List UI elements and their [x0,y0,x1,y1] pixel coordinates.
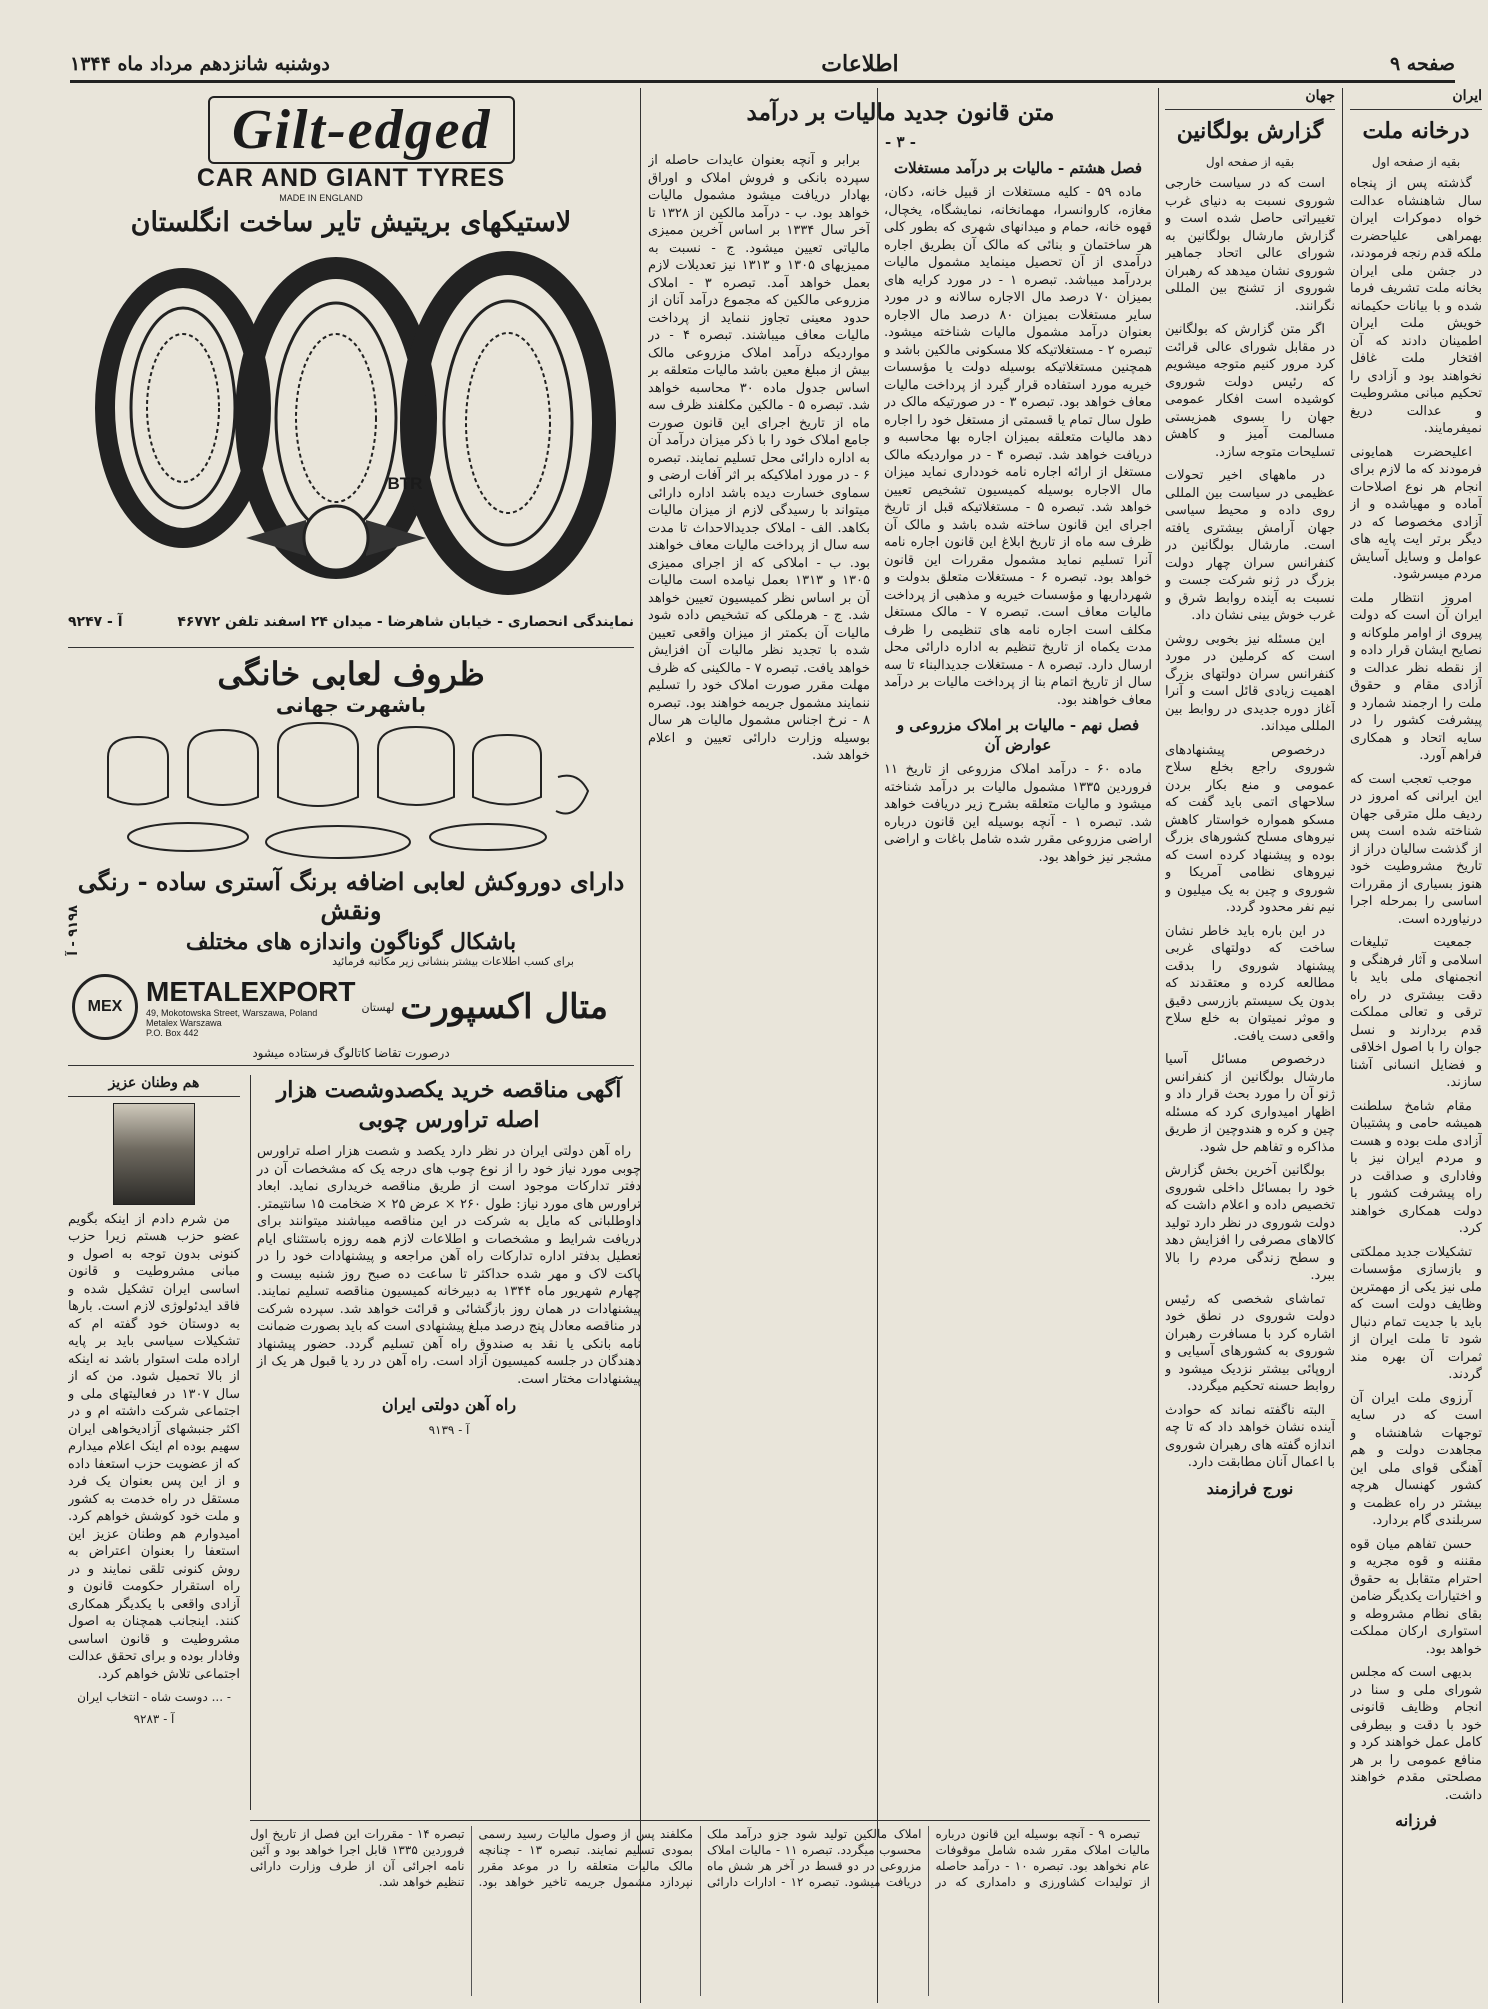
made-in-england: MADE IN ENGLAND [279,193,363,203]
law-left-column [648,152,870,1812]
article-paragraph: امروز انتظار ملت ایران آن است که دولت پیروی از اوامر ملوکانه و نصایح ایشان قرار داده و از نقطه نظر عدالت و آزادی مقام و حقوق ملت را ارجمند شمارد و پیشرفت کشور را در سایه اتحاد و همکاری فراهم آورد. [1350,590,1482,763]
btr-logo-text: BTR [387,474,423,493]
law-text: تبصره ۹ - آنچه بوسیله این قانون درباره مالیات املاک مقرر شده شامل موقوفات عام نخواهد بود. تبصره ۱۰ - درآمد حاصله از تولیدات کشاورزی و دامداری که در املاک مالکین تولید شود جزو درآمد ملک محسوب میگردد. تبصره ۱۱ - مالیات املاک مزروعی در دو قسط در آخر هر شش ماه دریافت میشود. تبصره ۱۲ - ادارات دارائی مکلفند پس از وصول مالیات رسید رسمی بمودی تسلیم نمایند. تبصره ۱۳ - چنانچه مالک مالیات متعلقه را در موعد مقرر نپردازد مشمول جریمه تاخیر خواهد بود. تبصره ۱۴ - مقررات این فصل از تاریخ اول فروردین ۱۳۳۵ قابل اجرا خواهد بود و آئین نامه اجرائی آن از طرف وزارت دارائی تنظیم خواهد شد. [250,1827,1150,1889]
law-chapter-8: فصل هشتم - مالیات بر درآمد مستغلات [894,159,1142,177]
china-note: برای کسب اطلاعات بیشتر بنشانی زیر مکاتبه فرمائید [332,955,574,968]
law-right-column [884,152,1152,1812]
article-paragraph: حسن تفاهم میان قوه مقننه و قوه مجریه و احترام متقابل به حقوق و اختیارات یکدیگر ضامن بقای نظام مشروطه و استواری ارکان مملکت خواهد بود. [1350,1536,1482,1657]
article-paragraph: مقام شامخ سلطنت همیشه حامی و پشتیبان آزادی ملت بوده و هست و مردم ایران نیز با وفاداری و صداقت در راه پیشرفت کشور با دولت همکاری خواهند کرد. [1350,1098,1482,1236]
article-paragraph: بولگانین آخرین بخش گزارش خود را بمسائل داخلی شوروی تخصیص داده و اعلام داشت که دولت شوروی در نظر دارد تولید کالاهای مصرفی را افزایش دهد و سطح زندگی مردم را بالا ببرد. [1165,1163,1335,1283]
china-title: ظروف لعابی خانگی [217,655,485,693]
metalexport-en: METALEXPORT [146,976,356,1007]
article-paragraph: البته ناگفته نماند که حوادث آینده نشان خواهد داد که تا چه اندازه گفته های رهبران شوروی با اعمال آنان مطابقت دارد. [1165,1402,1335,1470]
section-label-world: جهان [1165,88,1335,110]
article-paragraph: جمعیت تبلیغات اسلامی و آثار فرهنگی و انجمنهای ملی باید با دقت بیشتری در راه ترقی و تعالی مملکت قدم بردارند و نسل جوان را با اصول اخلاقی و فضایل انسانی آشنا سازند. [1350,935,1482,1090]
article-paragraph: در ماههای اخیر تحولات عظیمی در سیاست بین المللی روی داده و محیط سیاسی جهان آرامش بیشتری یافته است. مارشال بولگانین در کنفرانس سران چهار دولت بزرگ در ژنو شرکت جست و نسبت به آینده روابط شرق و غرب خوش بینی نشان داد. [1165,468,1335,623]
article-paragraph: تماشای شخصی که رئیس دولت شوروی در نطق خود اشاره کرد با مسافرت رهبران شوروی به کشورهای آسیایی و اروپائی بیشتر نزدیک میشود و روابط حسنه تحکیم میگردد. [1165,1291,1335,1394]
article-author: فرزانه [1395,1811,1437,1830]
article-paragraph: تشکیلات جدید مملکتی و بازسازی مؤسسات ملی نیز یکی از مهمترین وظایف دولت است که باید با جدیت تمام دنبال شود تا ملت ایران از ثمرات آن بهره مند گردند. [1350,1244,1482,1382]
article-paragraph: در این باره باید خاطر نشان ساخت که دولتهای غربی پیشنهاد شوروی را بدقت مطالعه کرده و معتقدند که بدون یک سیستم بازرسی دقیق و موثر نمیتوان به خلع سلاح واقعی دست یافت. [1165,923,1335,1044]
headline-world: گزارش بولگانین [1176,117,1324,144]
metalexport-details [146,976,355,1038]
article-paragraph: گذشته پس از پنجاه سال شاهنشاه عدالت خواه دموکرات ایران بهمراهی علیاحضرت ملکه قدم رنجه فرمودند، در جشن ملی ایران بخانه ملت تشریف فرما شده و با بیانات حکیمانه خویش ملت ایران اطمینان دادند که آن افتخار ملت غافل نخواهند بود و آزادی را تحکیم مبانی مشروطیت و عدالت دریغ نمیفرمایند. [1350,176,1482,436]
compatriots-notice [68,1075,240,1990]
tender-body: راه آهن دولتی ایران در نظر دارد یکصد و شصت هزار اصله تراورس چوبی مورد نیاز خود را از نوع چوب های درجه یک که مشخصات آن در دفتر تدارکات موجود است از طریق مناقصه خریداری نماید. ابعاد تراورس های مورد نیاز: طول ۲۶۰ × عرض ۲۵ × ضخامت ۱۵ سانتیمتر. داوطلبانی که مایل به شرکت در این مناقصه میباشند میتوانند برای دریافت شرایط و مشخصات و اطلاعات لازم همه روزه باستثنای ایام تعطیل بدفتر اداره تدارکات راه آهن مراجعه و پیشنهادات خود را در پاکت لاک و مهر شده حداکثر تا ساعت ده صبح روز شنبه بیست و چهارم شهریور ماه ۱۳۴۴ به دبیرخانه کمیسیون مناقصه تسلیم نمایند. پیشنهادات در همان روز بازگشائی و قرائت خواهد شد. سپرده شرکت در مناقصه معادل پنج درصد مبلغ پیشنهادی است که باید بصورت ضمانت نامه بانکی یا نقد به صندوق راه آهن تسلیم گردد. حضور پیشنهاد دهندگان در جلسه کمیسیون آزاد است. راه آهن در رد یا قبول هر یک از پیشنهادات مختار است. [257,1144,641,1387]
continued-note: بقیه از صفحه اول [1371,154,1461,169]
tyre-advertisement [68,92,634,648]
tyre-brand: Gilt-edged [208,96,515,164]
continued-note: بقیه از صفحه اول [1205,154,1295,169]
column-rule [1158,88,1159,2003]
article-paragraph: موجب تعجب است که این ایرانی که امروز در ردیف ملل مترقی جهان شناخته شده است پس از گذشت سالیان دراز از تاریخ مشروطیت خود هنوز بسیاری از مقررات اساسی را بمرحله اجرا درنیاورده است. [1350,771,1482,927]
law-part: - ۳ - [885,133,916,151]
page-number: صفحه ۹ [1389,53,1455,75]
metalexport-pobox: P.O. Box 442 [146,1028,199,1038]
compatriots-title: هم وطنان عزیز [68,1075,240,1097]
law-text: ماده ۶۰ - درآمد املاک مزروعی از تاریخ ۱۱ فروردین ۱۳۳۵ مشمول مالیات بر درآمد شناخته میشود و مالیات متعلقه بشرح زیر دریافت خواهد شد. تبصره ۱ - آنچه بوسیله این قانون درباره اراضی مزروعی مقرر شده شامل باغات و اراضی مشجر نیز خواهد بود. [884,762,1152,865]
article-paragraph: بدیهی است که مجلس شورای ملی و سنا در انجام وظایف قانونی خود با دقت و بیطرفی کامل عمل خواهند کرد و منافع عمومی را بر هر مصلحتی مقدم خواهند داشت. [1350,1665,1482,1803]
compatriots-author: - ... دوست شاه - انتخاب ایران [77,1690,231,1704]
article-paragraph: درخصوص مسائل آسیا مارشال بولگانین از کنفرانس ژنو آن را مورد بحث قرار داد و اظهار امیدواری کرد که مسئله چین و کره و هندوچین از طریق مذاکره و تفاهم حل شود. [1165,1052,1335,1155]
compatriots-body: من شرم دادم از اینکه بگویم عضو حزب هستم زیرا حزب کنونی بدون توجه به اصول و مبانی مشروطیت و قانون اساسی ایران تشکیل شده و فاقد ایدئولوژی لازم است. بارها به دوستان خود گفته ام که تشکیلات سیاسی باید بر پایه اراده ملت استوار باشد نه اینکه از بالا تحمیل شود. من که از سال ۱۳۰۷ در فعالیتهای ملی و اجتماعی شرکت داشته ام و در اکثر جنبشهای آزادیخواهی ایران سهیم بوده ام اینک اعلام میدارم که از عضویت حزب استعفا داده و از این پس بعنوان یک فرد مستقل در راه خدمت به کشور و ملت خود کوشش خواهم کرد. امیدوارم هم وطنان عزیز این استعفا را بعنوان اعتراض به روش کنونی تلقی نمایند و در راه استقرار حکومت قانون و آزادی واقعی با یکدیگر همکاری کنند. اینجانب همچنان به اصول مشروطیت و قانون اساسی وفادار بوده و برای تحقق عدالت اجتماعی تلاش خواهم کرد. [68,1211,240,1682]
metalexport-fa: متال اکسپورت [400,987,608,1027]
mex-logo-text: MEX [87,998,123,1015]
china-line2: باشکال گوناگون واندازه های مختلف [185,929,517,955]
article-paragraph: این مسئله نیز بخوبی روشن است که کرملین در مورد کنفرانس سران دولتهای بزرگ اهمیت زیادی قائل است و آنرا آغاز دوره جدیدی در روابط بین المللی میداند. [1165,631,1335,734]
tyre-tagline: CAR AND GIANT TYRES [196,164,506,192]
paper-name: اطلاعات [821,51,899,77]
china-subtitle: باشهرت جهانی [275,693,427,717]
tyre-agent [68,614,634,630]
section-label-iran: ایران [1350,88,1482,110]
ad-code: آ - ۹۲۸۳ [133,1711,175,1726]
tyre-agent-address: نمایندگی انحصاری - خیابان شاهرضا - میدان ۲۴ اسفند تلفن ۴۶۷۷۲ [177,614,634,630]
ad-code: ۹۱۹۸ - آ [66,905,81,956]
issue-date: دوشنبه شانزدهم مرداد ماه ۱۳۴۴ [70,53,330,75]
portrait-photo [113,1103,195,1205]
ad-code: آ - ۹۲۴۷ [68,614,123,630]
tender-title: آگهی مناقصه خرید یکصدوشصت هزار اصله تراورس چوبی [276,1077,622,1133]
headline-iran: درخانه ملت [1362,117,1470,144]
article-paragraph: آرزوی ملت ایران آن است که در سایه توجهات شاهنشاه و مجاهدت دولت و هم آهنگی قوای ملی این کشور کهنسال هرچه بیشتر در راه عظمت و سربلندی گام بردارد. [1350,1390,1482,1528]
law-bottom [250,1826,1150,1996]
metalexport-telegram: Metalex Warszawa [146,1018,222,1028]
tyre-icon [412,263,604,583]
col-world-content [1165,88,1335,2003]
tyres-illustration [68,238,634,618]
law-chapter-9: فصل نهم - مالیات بر املاک مزروعی و عوارض آن [896,716,1140,754]
pot-icon [108,723,588,858]
article-paragraph: اگر متن گزارش که بولگانین در مقابل شورای عالی قرائت کرد مرور کنیم متوجه میشویم که رئیس دولت شوروی کوشیده است افکار عمومی جهان را بسوی همزیستی مسالمت آمیز و کاهش تسلیحات متوجه سازد. [1165,322,1335,460]
article-author: نورج فرازمند [1206,1478,1294,1498]
metalexport-block [68,974,634,1040]
mex-logo [72,974,138,1040]
ad-code: آ - ۹۱۳۹ [428,1422,470,1437]
headline-law: متن قانون جدید مالیات بر درآمد [746,99,1055,126]
law-text: ماده ۵۹ - کلیه مستغلات از قبیل خانه، دکان، مغازه، کاروانسرا، مهمانخانه، نمایشگاه، یخچال، قهوه خانه، حمام و میدانهای شهری که بطور کلی هر ساختمان و بنائی که مالک آن بطریق اجاره درآمدی از آن تحصیل مینماید مشمول مالیات بردرآمد میباشد. تبصره ۱ - در مورد کرایه های بمیزان ۷۰ درصد مال الاجاره سالانه و در مورد سایر مستغلات بمیزان ۸۰ درصد مال الاجاره بعنوان درآمد مشمول مالیات شناخته میشود. تبصره ۲ - مستغلاتیکه کلا مسکونی مالکین باشد و همچنین مستغلاتیکه بوسیله دولت یا مؤسسات خیریه مورد استفاده قرار گیرد از پرداخت مالیات معاف خواهد بود. تبصره ۳ - در صورتیکه مالک در طول سال تمام یا قسمتی از مستغل خود را اجاره دهد مالیات متعلقه بمیزان اجاره بها محاسبه و دریافت خواهد شد. تبصره ۴ - در مواردیکه مالک مستغل از ارائه اجاره نامه خودداری نماید میزان مال الاجاره بوسیله کمیسیون تشخیص تعیین خواهد شد. تبصره ۵ - مستغلاتیکه قبل از تاریخ اجرای این قانون ساخته شده باشد و مالک آن ظرف سه ماه از تاریخ ابلاغ این قانون اجاره نامه آنرا تسلیم نماید مشمول مقررات این قانون خواهد بود. تبصره ۶ - مستغلات متعلق بدولت و شهرداریها و مؤسسات خیریه و مذهبی از پرداخت مالیات معاف است. تبصره ۷ - مالک مستغل مکلف است اجاره نامه های تنظیمی را ظرف مدت یکماه از تاریخ تنظیم به اداره دارائی محل ارسال دارد. تبصره ۸ - مستغلات جدیدالبناء تا سه سال از تاریخ اتمام بنا از پرداخت مالیات بر درآمد معاف خواهند بود. [884,185,1152,708]
tender-signature: راه آهن دولتی ایران [381,1395,517,1414]
section-rule [250,1820,1150,1821]
tender-notice [250,1075,641,1810]
article-paragraph: است که در سیاست خارجی شوروی نسبت به دنیای غرب تغییراتی حاصل شده است و گزارش مارشال بولگانین به شورای عالی اتحاد جماهیر شوروی نشان میدهد که رهبران شوروی از تشنج بین المللی نگرانند. [1165,176,1335,314]
enamelware-illustration [68,717,634,867]
col-iran-content [1350,88,1482,2003]
china-line1: دارای دوروکش لعابی اضافه برنگ آستری ساده - رنگی ونقش [77,867,625,925]
article-paragraph: درخصوص پیشنهادهای شوروی راجع بخلع سلاح عمومی و منع بکار بردن سلاحهای اتمی باید گفت که مسکو همواره خواستار کاهش نیروهای مسلح کشورهای بزرگ بوده و پیشنهاد کرده است که نیروهای نظامی آمریکا و شوروی و چین به یک میلیون و نیم نفر محدود گردد. [1165,742,1335,915]
china-footer: درصورت تقاضا کاتالوگ فرستاده میشود [252,1046,450,1060]
metalexport-advertisement [68,655,634,1066]
metalexport-address: 49, Mokotowska Street, Warszawa, Poland [146,1008,318,1018]
masthead [70,48,1455,83]
article-paragraph: اعلیحضرت همایونی فرمودند که ما لازم برای انجام هر نوع اصلاحات آماده و مهیاشده و از آزادی مخصوصا که در دیگر برتر ایت پایه های عوامل و وسایل آسایش مردم میسرشود. [1350,444,1482,582]
metalexport-poland: لهستان [361,1000,395,1014]
law-text: برابر و آنچه بعنوان عایدات حاصله از سپرده بانکی و فروش املاک و اوراق بهادار دریافت میشود مشمول مالیات خواهد بود. ب - درآمد مالکین از ۱۳۲۸ تا آخر سال ۱۳۳۴ بر اساس آخرین ممیزی مالیاتی تعیین میشود. ج - نسبت به ممیزیهای ۱۳۰۵ و ۱۳۱۳ نیز تعدیلات لازم بعمل خواهد آمد. تبصره ۳ - املاک مزروعی مالکین که مجموع درآمد آنان از حدود معینی تجاوز ننماید از پرداخت مالیات معاف میباشند. تبصره ۴ - در مواردیکه درآمد املاک مزروعی مالک بیش از مبلغ معین باشد مالیات متعلقه بر اساس جدول ماده ۳۰ محاسبه خواهد شد. تبصره ۵ - مالکین مکلفند ظرف سه ماه از تاریخ اجرای این قانون صورت جامع املاک خود را با ذکر میزان درآمد آن به اداره دارائی محل تسلیم نمایند. تبصره ۶ - در مورد املاکیکه بر اثر آفات ارضی و سماوی خسارت دیده باشد اداره دارائی میتواند با رسیدگی لازم از میزان مالیات بکاهد. الف - املاک جدیدالاحداث تا مدت سه سال از پرداخت مالیات معاف خواهند بود. ب - املاکی که از اجرای ممیزی ۱۳۰۵ و ۱۳۱۳ بعمل نیامده است مالیات آن بر اساس نظر کمیسیون تعیین خواهد شد. ج - هرملکی که تشخیص داده شود مالیات آن بکمتر از میزان واقعی تعیین شده با تجدید نظر مالیات آن افزایش خواهد یافت. تبصره ۷ - مالکینی که ظرف مهلت مقرر صورت املاک خود را تسلیم ننمایند مشمول جریمه خواهند بود. تبصره ۸ - نرخ اجناس مشمول مالیات هر سال بوسیله وزارت دارائی تعیین و اعلام خواهد شد. [648,153,870,763]
tyre-fa-title: لاستیکهای بریتیش تایر ساخت انگلستان [130,207,572,238]
column-rule [1342,88,1343,2003]
column-rule [877,88,878,2003]
